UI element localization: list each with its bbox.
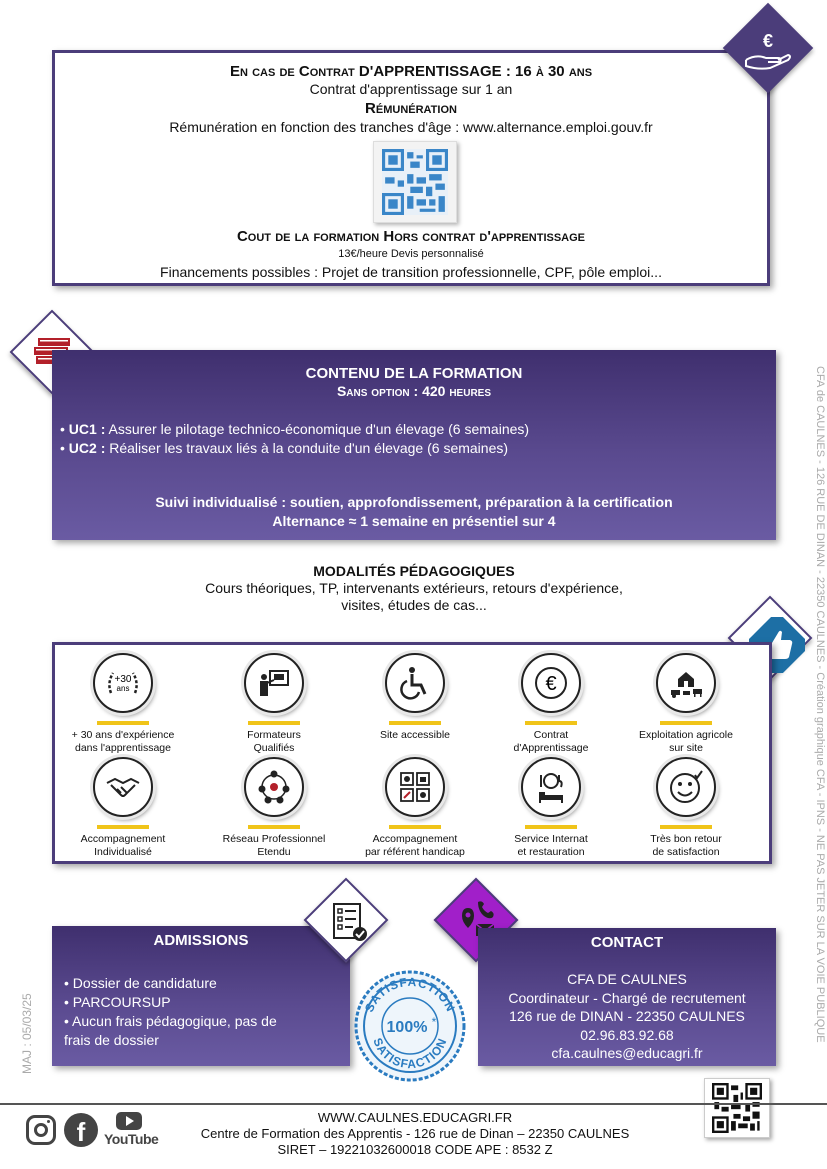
farm-icon — [656, 653, 716, 713]
feature-label: Formateurs Qualifiés — [247, 729, 301, 754]
features-box — [52, 642, 772, 864]
feature-label: Site accessible — [379, 729, 451, 741]
gold-bar — [97, 825, 149, 829]
footer-address: Centre de Formation des Apprentis - 126 rue de Dinan – 22350 CAULNES — [200, 1126, 630, 1141]
feature-item — [486, 757, 616, 859]
uc2-code: UC2 : — [68, 440, 106, 456]
training-content-panel — [52, 350, 776, 540]
contact-title: CONTACT — [590, 934, 664, 951]
admissions-title: ADMISSIONS — [153, 932, 249, 949]
stamp-center-text: 100% — [386, 1019, 428, 1036]
gold-bar — [248, 825, 300, 829]
modalities-line2: visites, études de cas... — [341, 597, 487, 613]
handicap-referent-icon — [385, 757, 445, 817]
gold-bar — [660, 825, 712, 829]
checklist-icon — [326, 898, 374, 946]
uc-item: • UC1 : Assurer le pilotage technico-économique d'un élevage (6 semaines) — [60, 421, 530, 437]
qr-code-remuneration[interactable] — [373, 141, 457, 223]
feature-label: Contrat d'Apprentissage — [513, 729, 589, 754]
uc1-code: UC1 : — [68, 421, 106, 437]
gold-bar — [525, 825, 577, 829]
wheelchair-icon — [385, 653, 445, 713]
feature-item — [209, 757, 339, 859]
admissions-item: • PARCOURSUP — [64, 994, 171, 1010]
uc-item: • UC2 : Réaliser les travaux liés à la conduite d'un élevage (6 semaines) — [60, 440, 509, 456]
feature-item — [486, 653, 616, 755]
side-update-date: MAJ : 05/03/25 — [20, 993, 34, 1074]
laurel-30-years-icon — [93, 653, 153, 713]
uc-list — [60, 420, 529, 458]
uc2-text: Réaliser les travaux liés à la conduite d'un élevage (6 semaines) — [109, 440, 509, 456]
qr-code-website[interactable] — [704, 1078, 770, 1138]
feature-item — [58, 757, 188, 859]
remuneration-text: Rémunération en fonction des tranches d'âge : www.alternance.emploi.gouv.fr — [169, 119, 653, 135]
feature-item — [350, 653, 480, 742]
feature-item — [621, 757, 751, 859]
follow-up-text: Suivi individualisé : soutien, approfondissement, préparation à la certification — [155, 494, 673, 510]
contact-details — [478, 970, 776, 1063]
admissions-item: frais de dossier — [64, 1032, 159, 1048]
svg-text:€: € — [545, 673, 557, 695]
stamp-top-text: SATISFACTION — [361, 974, 459, 1015]
svg-text:€: € — [762, 31, 774, 51]
feature-label: + 30 ans d'expérience dans l'apprentissage — [71, 729, 175, 754]
feature-item — [58, 653, 188, 755]
badge-unit: ans — [116, 684, 130, 693]
euro-hand-icon — [738, 20, 798, 76]
apprenticeship-duration: Contrat d'apprentissage sur 1 an — [309, 81, 513, 97]
gold-bar — [248, 721, 300, 725]
youtube-icon[interactable] — [104, 1112, 159, 1150]
feature-label: Accompagnement Individualisé — [80, 833, 166, 858]
contact-role: Coordinateur - Chargé de recrutement — [508, 989, 746, 1006]
feature-label: Très bon retour de satisfaction — [650, 833, 722, 858]
feature-label: Réseau Professionnel Etendu — [222, 833, 326, 858]
qr-code-icon — [381, 149, 449, 215]
footer-info — [160, 1110, 670, 1158]
admissions-item: • Dossier de candidature — [64, 975, 217, 991]
network-icon — [244, 757, 304, 817]
funding-text: Financements possibles : Projet de transition professionnelle, CPF, pôle emploi... — [160, 264, 662, 280]
satisfaction-stamp — [352, 968, 468, 1084]
gold-bar — [97, 721, 149, 725]
gold-bar — [660, 721, 712, 725]
feature-item — [621, 653, 751, 755]
badge-number: +30 — [114, 674, 132, 685]
euro-icon — [521, 653, 581, 713]
smiley-icon — [656, 757, 716, 817]
modalities-section — [52, 563, 776, 613]
cost-price: 13€/heure Devis personnalisé — [338, 248, 484, 260]
modalities-line1: Cours théoriques, TP, intervenants extérieurs, retours d'expérience, — [205, 580, 623, 596]
boarding-catering-icon — [521, 757, 581, 817]
admissions-item: • Aucun frais pédagogique, pas de — [64, 1013, 277, 1029]
gold-bar — [389, 721, 441, 725]
youtube-label: YouTube — [104, 1131, 159, 1147]
content-subtitle: Sans option : 420 heures — [336, 383, 492, 399]
uc1-text: Assurer le pilotage technico-économique d'un élevage (6 semaines) — [108, 421, 530, 437]
side-legal-text: CFA de CAULNES - 126 RUE DE DINAN - 22350 CAULNES - Création graphique CFA - IPNS - NE PAS JETER SUR LA VOIE PUBLIQUE — [814, 366, 826, 1043]
stamp-bottom-text: SATISFACTION — [370, 1035, 450, 1072]
contact-org: CFA DE CAULNES — [567, 971, 687, 987]
contact-email[interactable]: cfa.caulnes@educagri.fr — [551, 1045, 703, 1061]
remuneration-title: Rémunération — [365, 100, 457, 117]
qr-code-icon — [712, 1083, 762, 1133]
modalities-title: MODALITÉS PÉDAGOGIQUES — [313, 563, 515, 579]
admissions-panel — [52, 926, 350, 1066]
contact-panel — [478, 928, 776, 1066]
handshake-icon — [93, 757, 153, 817]
feature-item — [209, 653, 339, 755]
cost-title: Cout de la formation Hors contrat d'apprentissage — [236, 228, 586, 245]
alternance-text: Alternance ≈ 1 semaine en présentiel sur 4 — [272, 513, 556, 529]
contact-address: 126 rue de DINAN - 22350 CAULNES — [509, 1008, 745, 1024]
footer-siret: SIRET – 19221032600018 CODE APE : 8532 Z — [277, 1142, 553, 1157]
instagram-icon[interactable] — [26, 1115, 56, 1145]
footer-divider — [0, 1103, 827, 1105]
feature-label: Exploitation agricole sur site — [639, 729, 733, 754]
feature-label: Service Internat et restauration — [514, 833, 588, 858]
feature-item — [350, 757, 480, 859]
facebook-icon[interactable]: f — [64, 1113, 98, 1147]
trainer-board-icon — [244, 653, 304, 713]
gold-bar — [389, 825, 441, 829]
apprenticeship-title: En cas de Contrat D'APPRENTISSAGE : 16 à 30 ans — [229, 63, 593, 80]
footer-website[interactable]: WWW.CAULNES.EDUCAGRI.FR — [317, 1110, 513, 1125]
stamp-star: * — [431, 1015, 437, 1029]
admissions-list — [64, 974, 277, 1050]
gold-bar — [525, 721, 577, 725]
feature-label: Accompagnement par référent handicap — [365, 833, 465, 858]
contact-phone[interactable]: 02.96.83.92.68 — [580, 1026, 674, 1043]
content-title: CONTENU DE LA FORMATION — [305, 365, 523, 382]
